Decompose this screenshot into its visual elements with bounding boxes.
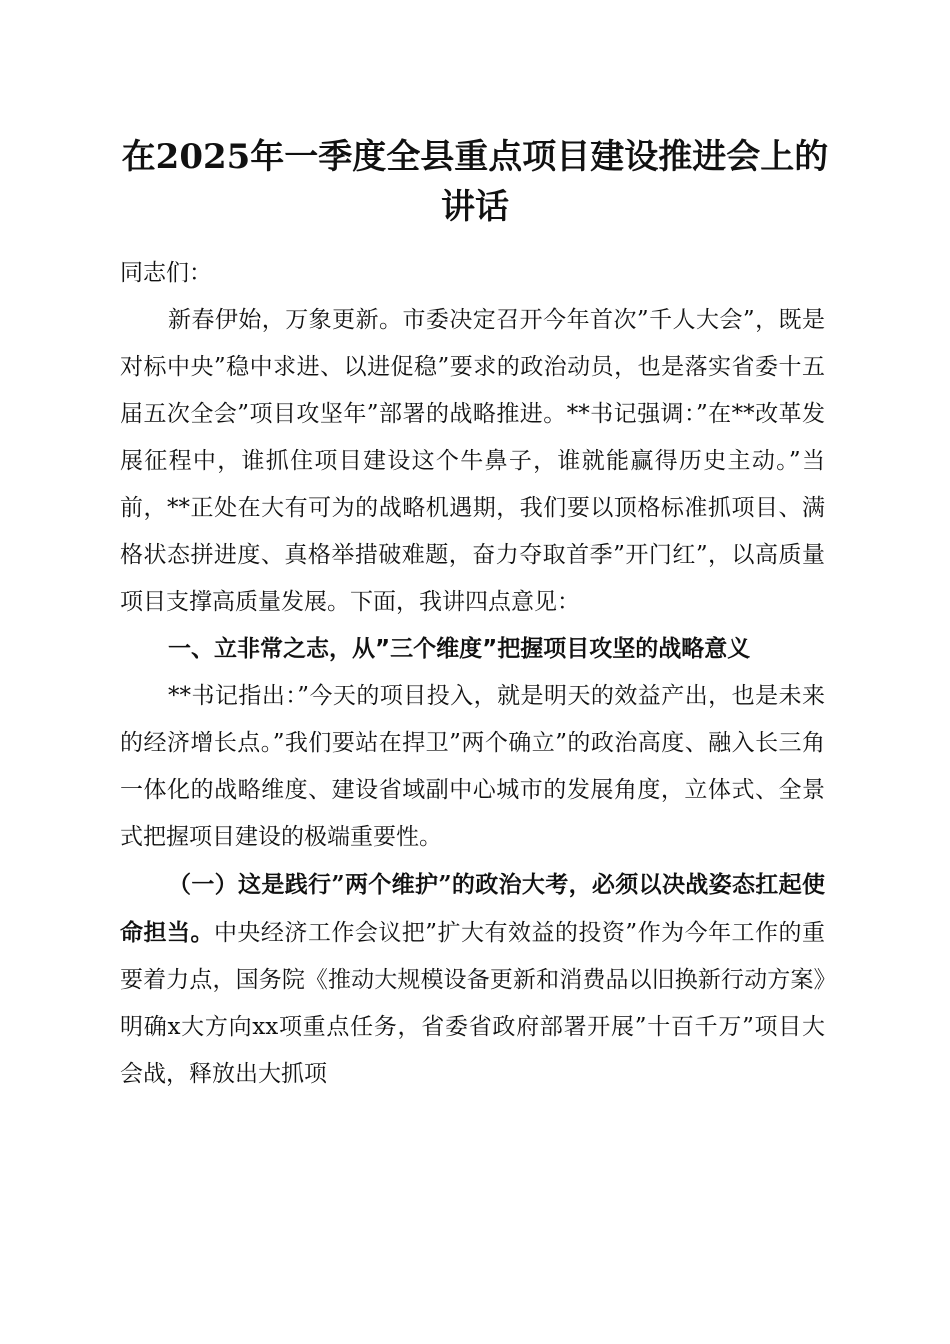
salutation: 同志们： — [120, 260, 212, 286]
paragraph-subsection-1 — [120, 861, 825, 1098]
subsection-lead: （一）这是践行”两个维护”的政治大考，必须以决战姿态扛起使命担当。 — [120, 871, 825, 946]
subsection-text: 中央经济工作会议把”扩大有效益的投资”作为今年工作的重要着力点，国务院《推动大规模设备更新和消费品以旧换新行动方案》明确x大方向xx项重点任务，省委省政府部署开展”十百千万”项目大会战，释放出大抓项 — [120, 920, 825, 1087]
document-title: 在2025年一季度全县重点项目建设推进会上的讲话 — [121, 137, 829, 227]
paragraph-intro: 新春伊始，万象更新。市委决定召开今年首次”千人大会”，既是对标中央”稳中求进、以进促稳”要求的政治动员，也是落实省委十五届五次全会”项目攻坚年”部署的战略推进。**书记强调：”在**改革发展征程中，谁抓住项目建设这个牛鼻子，谁就能赢得历史主动。”当前，**正处在大有可为的战略机遇期，我们要以顶格标准抓项目、满格状态拼进度、真格举措破难题，奋力夺取首季”开门红”，以高质量项目支撑高质量发展。下面，我讲四点意见： — [120, 307, 825, 615]
document-body — [120, 250, 825, 1098]
section-heading-1: 一、立非常之志，从”三个维度”把握项目攻坚的战略意义 — [168, 636, 751, 662]
paragraph-section-1: **书记指出：”今天的项目投入，就是明天的效益产出，也是未来的经济增长点。”我们要站在捍卫”两个确立”的政治高度、融入长三角一体化的战略维度、建设省域副中心城市的发展角度，立体式、全景式把握项目建设的极端重要性。 — [120, 683, 825, 850]
